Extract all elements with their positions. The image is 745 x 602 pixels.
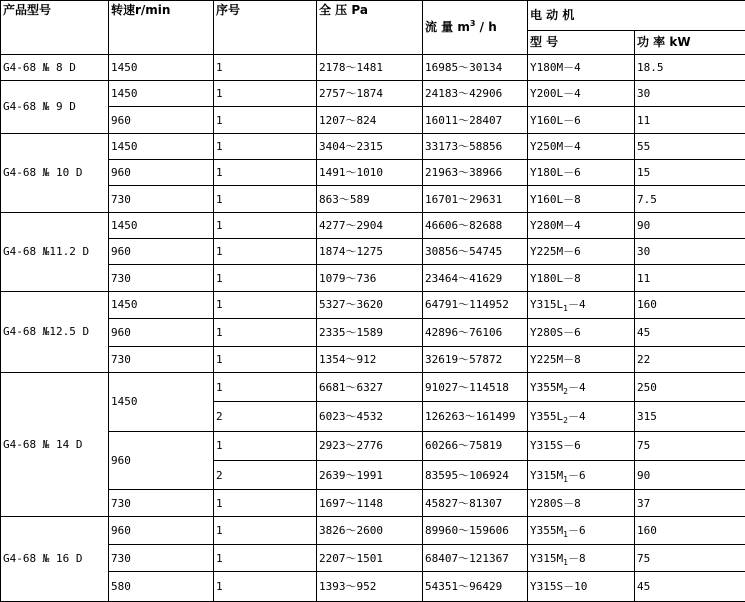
- power-cell: 315: [635, 402, 745, 431]
- motor-type-cell: [528, 212, 635, 238]
- seq-cell: 1: [214, 239, 317, 265]
- motor-type-sub: 1: [563, 530, 568, 540]
- seq-cell: 1: [214, 54, 317, 80]
- power-cell: 45: [635, 319, 745, 346]
- motor-type-main: Y315M: [530, 551, 564, 565]
- power-cell: 11: [635, 107, 745, 133]
- power-cell: 90: [635, 212, 745, 238]
- flow-cell: 89960～159606: [423, 516, 528, 544]
- seq-cell: 1: [214, 81, 317, 107]
- motor-type-suffix: －6: [567, 468, 586, 482]
- pressure-cell: 3404～2315: [317, 133, 423, 159]
- speed-cell: 1450: [109, 291, 214, 318]
- motor-type-cell: [528, 81, 635, 107]
- pressure-cell: 1491～1010: [317, 160, 423, 186]
- table-row: [1, 431, 745, 460]
- flow-cell: 45827～81307: [423, 490, 528, 516]
- motor-type-cell: [528, 239, 635, 265]
- speed-cell: 730: [109, 490, 214, 516]
- seq-cell: 1: [214, 133, 317, 159]
- motor-type-cell: [528, 265, 635, 291]
- power-cell: 160: [635, 516, 745, 544]
- flow-cell: 30856～54745: [423, 239, 528, 265]
- header-motor-type: 型 号: [528, 31, 635, 54]
- speed-cell: 730: [109, 545, 214, 572]
- table-row: [1, 81, 745, 107]
- seq-cell: 1: [214, 291, 317, 318]
- table-row: [1, 346, 745, 372]
- flow-cell: 16985～30134: [423, 54, 528, 80]
- power-cell: 250: [635, 372, 745, 401]
- motor-type-sub: 1: [563, 304, 568, 314]
- power-cell: 45: [635, 572, 745, 602]
- flow-cell: 24183～42906: [423, 81, 528, 107]
- seq-cell: 1: [214, 431, 317, 460]
- power-cell: 90: [635, 461, 745, 490]
- model-cell: G4-68 № 8 D: [1, 54, 109, 80]
- motor-type-cell: [528, 319, 635, 346]
- speed-cell: 730: [109, 186, 214, 212]
- table-row: [1, 572, 745, 602]
- table-row: [1, 212, 745, 238]
- speed-cell: 960: [109, 516, 214, 544]
- motor-type-cell: [528, 107, 635, 133]
- header-pressure: 全 压 Pa: [317, 1, 423, 55]
- motor-type-main: Y180M－4: [530, 60, 581, 74]
- flow-cell: 16701～29631: [423, 186, 528, 212]
- flow-cell: 64791～114952: [423, 291, 528, 318]
- flow-cell: 126263～161499: [423, 402, 528, 431]
- speed-cell: 1450: [109, 133, 214, 159]
- flow-cell: 91027～114518: [423, 372, 528, 401]
- seq-cell: 1: [214, 572, 317, 602]
- flow-cell: 23464～41629: [423, 265, 528, 291]
- speed-cell: 1450: [109, 372, 214, 431]
- motor-type-main: Y160L－6: [530, 113, 581, 127]
- pressure-cell: 6681～6327: [317, 372, 423, 401]
- motor-type-cell: [528, 346, 635, 372]
- pressure-cell: 2207～1501: [317, 545, 423, 572]
- motor-type-cell: [528, 133, 635, 159]
- header-flow-sup: 3: [469, 18, 476, 28]
- flow-cell: 60266～75819: [423, 431, 528, 460]
- power-cell: 30: [635, 81, 745, 107]
- pressure-cell: 2757～1874: [317, 81, 423, 107]
- motor-type-sub: 2: [563, 416, 568, 426]
- pressure-cell: 863～589: [317, 186, 423, 212]
- flow-cell: 32619～57872: [423, 346, 528, 372]
- seq-cell: 1: [214, 545, 317, 572]
- motor-type-cell: [528, 186, 635, 212]
- power-cell: 18.5: [635, 54, 745, 80]
- speed-cell: 960: [109, 160, 214, 186]
- header-flow-prefix: 流 量 m: [425, 19, 470, 34]
- seq-cell: 2: [214, 402, 317, 431]
- power-cell: 22: [635, 346, 745, 372]
- motor-type-cell: [528, 160, 635, 186]
- table-row: [1, 291, 745, 318]
- motor-type-main: Y355M: [530, 380, 564, 394]
- table-row: [1, 54, 745, 80]
- motor-type-cell: [528, 54, 635, 80]
- header-motor-power: 功 率 kW: [635, 31, 745, 54]
- table-row: [1, 319, 745, 346]
- motor-type-main: Y280S－8: [530, 496, 581, 510]
- motor-type-main: Y225M－8: [530, 352, 581, 366]
- table-row: [1, 186, 745, 212]
- seq-cell: 1: [214, 160, 317, 186]
- speed-cell: 1450: [109, 54, 214, 80]
- motor-type-main: Y200L－4: [530, 87, 581, 101]
- speed-cell: 960: [109, 107, 214, 133]
- motor-type-cell: [528, 461, 635, 490]
- pressure-cell: 3826～2600: [317, 516, 423, 544]
- motor-type-main: Y315L: [530, 298, 564, 312]
- motor-type-cell: [528, 431, 635, 460]
- table-row: [1, 372, 745, 401]
- flow-cell: 83595～106924: [423, 461, 528, 490]
- power-cell: 7.5: [635, 186, 745, 212]
- motor-type-cell: [528, 402, 635, 431]
- flow-cell: 68407～121367: [423, 545, 528, 572]
- speed-cell: 960: [109, 431, 214, 490]
- motor-type-suffix: －4: [567, 298, 586, 312]
- table-row: [1, 133, 745, 159]
- motor-type-cell: [528, 372, 635, 401]
- seq-cell: 1: [214, 516, 317, 544]
- flow-cell: 54351～96429: [423, 572, 528, 602]
- flow-cell: 46606～82688: [423, 212, 528, 238]
- motor-type-main: Y355L: [530, 409, 564, 423]
- header-motor: 电 动 机: [528, 1, 745, 31]
- flow-cell: 21963～38966: [423, 160, 528, 186]
- motor-type-main: Y315M: [530, 468, 564, 482]
- model-cell: G4-68 №12.5 D: [1, 291, 109, 372]
- pressure-cell: 2639～1991: [317, 461, 423, 490]
- motor-type-sub: 1: [563, 474, 568, 484]
- seq-cell: 1: [214, 490, 317, 516]
- table-row: [1, 107, 745, 133]
- power-cell: 75: [635, 545, 745, 572]
- header-model: 产品型号: [1, 1, 109, 55]
- pressure-cell: 1874～1275: [317, 239, 423, 265]
- motor-type-suffix: －4: [567, 409, 586, 423]
- motor-type-cell: [528, 545, 635, 572]
- seq-cell: 1: [214, 265, 317, 291]
- pressure-cell: 2923～2776: [317, 431, 423, 460]
- motor-type-suffix: －8: [567, 551, 586, 565]
- power-cell: 160: [635, 291, 745, 318]
- table-row: [1, 239, 745, 265]
- pressure-cell: 2335～1589: [317, 319, 423, 346]
- motor-type-sub: 1: [563, 557, 568, 567]
- table-row: [1, 490, 745, 516]
- seq-cell: 1: [214, 107, 317, 133]
- flow-cell: 42896～76106: [423, 319, 528, 346]
- motor-type-main: Y355M: [530, 523, 564, 537]
- seq-cell: 1: [214, 186, 317, 212]
- header-row: [1, 1, 745, 31]
- table-row: [1, 545, 745, 572]
- header-seq: 序号: [214, 1, 317, 55]
- speed-cell: 960: [109, 319, 214, 346]
- speed-cell: 730: [109, 265, 214, 291]
- model-cell: G4-68 № 10 D: [1, 133, 109, 212]
- motor-type-suffix: －6: [567, 523, 586, 537]
- speed-cell: 580: [109, 572, 214, 602]
- motor-type-main: Y180L－6: [530, 166, 581, 180]
- model-cell: G4-68 № 9 D: [1, 81, 109, 134]
- seq-cell: 1: [214, 372, 317, 401]
- header-speed: 转速r/min: [109, 1, 214, 55]
- motor-type-main: Y225M－6: [530, 245, 581, 259]
- motor-type-cell: [528, 516, 635, 544]
- pressure-cell: 1354～912: [317, 346, 423, 372]
- motor-type-main: Y180L－8: [530, 271, 581, 285]
- table-row: [1, 160, 745, 186]
- table-row: [1, 265, 745, 291]
- motor-type-sub: 2: [563, 386, 568, 396]
- motor-type-cell: [528, 291, 635, 318]
- seq-cell: 2: [214, 461, 317, 490]
- seq-cell: 1: [214, 346, 317, 372]
- header-flow-suffix: / h: [475, 19, 497, 34]
- pressure-cell: 1697～1148: [317, 490, 423, 516]
- flow-cell: 16011～28407: [423, 107, 528, 133]
- table-row: [1, 516, 745, 544]
- pressure-cell: 4277～2904: [317, 212, 423, 238]
- motor-type-main: Y280M－4: [530, 218, 581, 232]
- motor-type-cell: [528, 490, 635, 516]
- motor-type-main: Y160L－8: [530, 192, 581, 206]
- power-cell: 30: [635, 239, 745, 265]
- pressure-cell: 1207～824: [317, 107, 423, 133]
- speed-cell: 1450: [109, 81, 214, 107]
- speed-cell: 1450: [109, 212, 214, 238]
- flow-cell: 33173～58856: [423, 133, 528, 159]
- motor-type-main: Y315S－10: [530, 580, 588, 594]
- motor-type-suffix: －4: [567, 380, 586, 394]
- model-cell: G4-68 №11.2 D: [1, 212, 109, 291]
- power-cell: 55: [635, 133, 745, 159]
- pressure-cell: 2178～1481: [317, 54, 423, 80]
- motor-type-cell: [528, 572, 635, 602]
- seq-cell: 1: [214, 212, 317, 238]
- model-cell: G4-68 № 16 D: [1, 516, 109, 601]
- motor-type-main: Y280S－6: [530, 325, 581, 339]
- power-cell: 11: [635, 265, 745, 291]
- power-cell: 37: [635, 490, 745, 516]
- power-cell: 75: [635, 431, 745, 460]
- model-cell: G4-68 № 14 D: [1, 372, 109, 516]
- motor-type-main: Y315S－6: [530, 439, 581, 453]
- seq-cell: 1: [214, 319, 317, 346]
- pressure-cell: 6023～4532: [317, 402, 423, 431]
- motor-type-main: Y250M－4: [530, 139, 581, 153]
- header-flow: [423, 1, 528, 55]
- pressure-cell: 1393～952: [317, 572, 423, 602]
- power-cell: 15: [635, 160, 745, 186]
- pressure-cell: 1079～736: [317, 265, 423, 291]
- speed-cell: 730: [109, 346, 214, 372]
- speed-cell: 960: [109, 239, 214, 265]
- pressure-cell: 5327～3620: [317, 291, 423, 318]
